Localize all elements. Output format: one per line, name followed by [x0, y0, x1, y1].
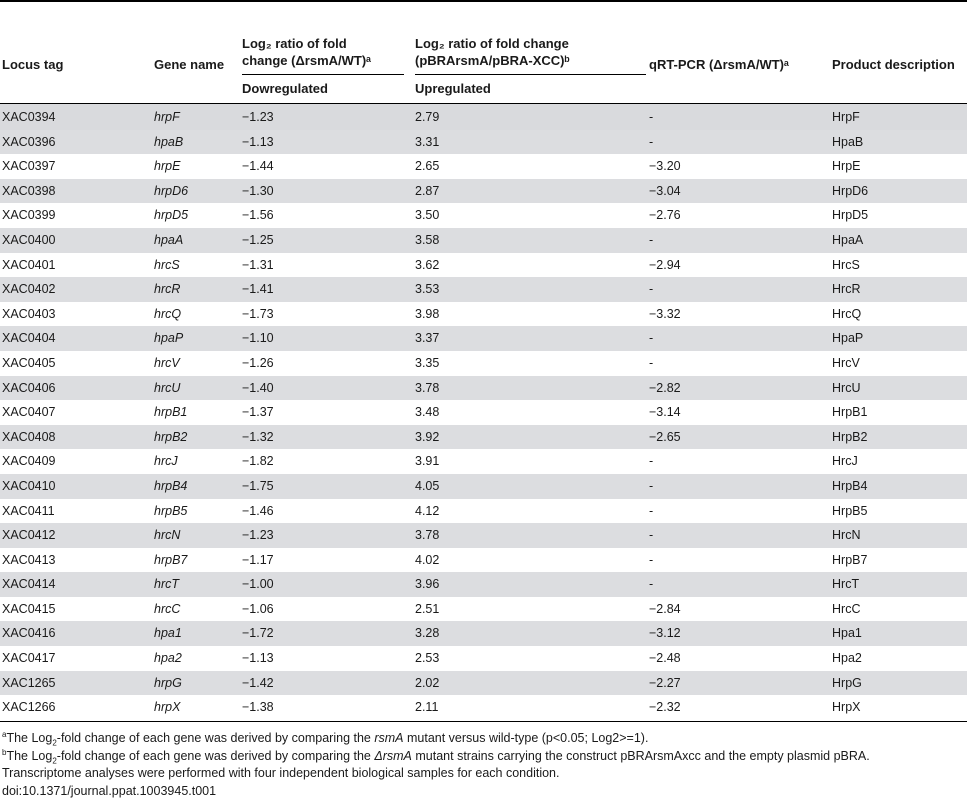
cell-locus-tag: XAC0403 — [2, 306, 56, 321]
cell-product-description: HrpB7 — [832, 552, 868, 567]
cell-gene-name: hrcT — [154, 577, 179, 592]
cell-log2-upregulated: 3.62 — [415, 257, 440, 272]
cell-log2-downregulated: −1.13 — [242, 651, 274, 666]
cell-product-description: HrpF — [832, 110, 860, 124]
table-row — [0, 621, 967, 646]
cell-qrt-pcr: - — [649, 134, 654, 149]
header-qrt-pcr: qRT-PCR (ΔrsmA/WT)ᵃ — [649, 57, 789, 72]
cell-locus-tag: XAC0401 — [2, 257, 56, 272]
cell-gene-name: hrpD6 — [154, 183, 189, 198]
cell-product-description: HrpD6 — [832, 183, 869, 198]
cell-log2-upregulated: 3.35 — [415, 355, 440, 370]
cell-gene-name: hrpB1 — [154, 405, 188, 420]
cell-log2-upregulated: 2.11 — [415, 700, 439, 715]
cell-qrt-pcr: - — [649, 454, 654, 469]
cell-qrt-pcr: −3.20 — [649, 159, 681, 174]
cell-locus-tag: XAC0405 — [2, 355, 56, 370]
cell-product-description: HrpB1 — [832, 405, 868, 420]
cell-log2-downregulated: −1.46 — [242, 503, 274, 518]
cell-log2-upregulated: 3.91 — [415, 454, 440, 469]
cell-log2-downregulated: −1.26 — [242, 355, 274, 370]
cell-product-description: HrcQ — [832, 306, 862, 321]
cell-gene-name: hpaP — [154, 331, 184, 346]
cell-log2-upregulated: 2.51 — [415, 601, 440, 616]
cell-qrt-pcr: −3.32 — [649, 306, 681, 321]
cell-gene-name: hrcC — [154, 601, 181, 616]
cell-product-description: HpaP — [832, 331, 864, 346]
cell-log2-downregulated: −1.30 — [242, 183, 274, 198]
table-row — [0, 548, 967, 573]
table-header — [0, 28, 967, 104]
table-row — [0, 400, 967, 425]
table-row — [0, 253, 967, 278]
cell-locus-tag: XAC0408 — [2, 429, 56, 444]
cell-qrt-pcr: −2.76 — [649, 208, 681, 223]
table-row — [0, 154, 967, 179]
table-row — [0, 695, 967, 720]
cell-qrt-pcr: - — [649, 577, 654, 592]
cell-log2-downregulated: −1.73 — [242, 306, 274, 321]
table-row — [0, 572, 967, 597]
cell-log2-upregulated: 3.78 — [415, 528, 440, 543]
cell-qrt-pcr: −2.84 — [649, 601, 681, 616]
table-row — [0, 203, 967, 228]
footnote-b: $^b$The Log$_2$-fold change of each gene was derived by comparing the ΔrsmA mutant strains carrying the construct pBRArsmAxcc and the empty plasmid pBRA. — [2, 747, 870, 765]
cell-gene-name: hpaA — [154, 232, 184, 247]
cell-log2-downregulated: −1.31 — [242, 257, 274, 272]
footnote-a: $^a$The Log$_2$-fold change of each gene was derived by comparing the rsmA mutant versus wild-type (p<0.05; Log2>=1). — [2, 729, 649, 748]
header-log2-pbra-line2: (pBRArsmA/pBRA-XCC)ᵇ — [415, 53, 570, 68]
cell-product-description: HrcN — [832, 528, 861, 543]
table-row — [0, 179, 967, 204]
cell-log2-upregulated: 3.92 — [415, 429, 440, 444]
table-row — [0, 326, 967, 351]
table-row — [0, 425, 967, 450]
table-row — [0, 105, 967, 130]
table-doi: doi:10.1371/journal.ppat.1003945.t001 — [2, 783, 217, 798]
cell-gene-name: hpaB — [154, 134, 184, 149]
table-row — [0, 351, 967, 376]
table-footnotes — [2, 730, 962, 800]
cell-product-description: HrpB2 — [832, 429, 868, 444]
cell-gene-name: hrpX — [154, 700, 181, 715]
cell-qrt-pcr: −3.04 — [649, 183, 681, 198]
cell-log2-downregulated: −1.23 — [242, 528, 274, 543]
cell-log2-upregulated: 3.37 — [415, 331, 440, 346]
table-row — [0, 671, 967, 696]
cell-log2-downregulated: −1.10 — [242, 331, 274, 346]
cell-locus-tag: XAC0400 — [2, 232, 56, 247]
cell-product-description: Hpa2 — [832, 651, 862, 666]
cell-locus-tag: XAC0396 — [2, 134, 56, 149]
top-rule — [0, 0, 967, 2]
cell-gene-name: hrpD5 — [154, 208, 189, 223]
cell-log2-downregulated: −1.17 — [242, 552, 274, 567]
cell-gene-name: hrpB5 — [154, 503, 188, 518]
cell-log2-upregulated: 2.79 — [415, 110, 440, 124]
cell-product-description: HrpD5 — [832, 208, 869, 223]
cell-qrt-pcr: −3.14 — [649, 405, 681, 420]
cell-locus-tag: XAC0417 — [2, 651, 56, 666]
cell-product-description: HrpB4 — [832, 478, 868, 493]
subheader-rule-left — [242, 74, 404, 75]
subheader-downregulated: Dowregulated — [242, 81, 328, 96]
cell-product-description: Hpa1 — [832, 626, 862, 641]
cell-locus-tag: XAC1266 — [2, 700, 56, 715]
table-row — [0, 376, 967, 401]
cell-log2-upregulated: 3.31 — [415, 134, 440, 149]
cell-gene-name: hrcR — [154, 282, 181, 297]
cell-log2-upregulated: 2.87 — [415, 183, 440, 198]
cell-locus-tag: XAC0414 — [2, 577, 56, 592]
cell-product-description: HrpG — [832, 675, 862, 690]
cell-product-description: HrcC — [832, 601, 861, 616]
cell-log2-downregulated: −1.82 — [242, 454, 274, 469]
cell-locus-tag: XAC0415 — [2, 601, 56, 616]
cell-log2-upregulated: 4.02 — [415, 552, 440, 567]
cell-log2-upregulated: 2.02 — [415, 675, 440, 690]
cell-product-description: HpaA — [832, 232, 864, 247]
cell-qrt-pcr: - — [649, 355, 654, 370]
cell-log2-upregulated: 3.53 — [415, 282, 440, 297]
cell-qrt-pcr: - — [649, 282, 654, 297]
cell-locus-tag: XAC0394 — [2, 110, 56, 124]
cell-log2-upregulated: 3.78 — [415, 380, 440, 395]
cell-log2-downregulated: −1.75 — [242, 478, 274, 493]
table-row — [0, 302, 967, 327]
cell-qrt-pcr: - — [649, 331, 654, 346]
cell-gene-name: hrpB7 — [154, 552, 188, 567]
cell-qrt-pcr: - — [649, 503, 654, 518]
cell-locus-tag: XAC0410 — [2, 478, 56, 493]
cell-gene-name: hrcN — [154, 528, 181, 543]
header-log2-rsma-wt-line2: change (ΔrsmA/WT)ᵃ — [242, 53, 372, 68]
cell-locus-tag: XAC0411 — [2, 503, 55, 518]
cell-gene-name: hrpB2 — [154, 429, 188, 444]
cell-qrt-pcr: - — [649, 552, 654, 567]
bottom-rule — [0, 721, 967, 722]
header-locus-tag: Locus tag — [2, 57, 64, 72]
header-log2-pbra — [415, 35, 645, 69]
cell-gene-name: hrpB4 — [154, 478, 188, 493]
cell-locus-tag: XAC0416 — [2, 626, 56, 641]
cell-locus-tag: XAC0399 — [2, 208, 56, 223]
cell-locus-tag: XAC0412 — [2, 528, 56, 543]
cell-log2-downregulated: −1.38 — [242, 700, 274, 715]
cell-log2-upregulated: 3.48 — [415, 405, 440, 420]
cell-locus-tag: XAC0413 — [2, 552, 56, 567]
cell-locus-tag: XAC0409 — [2, 454, 56, 469]
table-row — [0, 499, 967, 524]
cell-locus-tag: XAC0406 — [2, 380, 56, 395]
cell-log2-downregulated: −1.23 — [242, 110, 274, 124]
cell-log2-downregulated: −1.37 — [242, 405, 274, 420]
cell-product-description: HrpX — [832, 700, 861, 715]
cell-product-description: HrcJ — [832, 454, 858, 469]
cell-gene-name: hrcQ — [154, 306, 182, 321]
table-row — [0, 228, 967, 253]
header-log2-rsma-wt — [242, 35, 407, 69]
cell-product-description: HrcR — [832, 282, 861, 297]
cell-log2-upregulated: 4.05 — [415, 478, 440, 493]
cell-log2-downregulated: −1.56 — [242, 208, 274, 223]
subheader-upregulated: Upregulated — [415, 81, 491, 96]
cell-qrt-pcr: - — [649, 478, 654, 493]
cell-qrt-pcr: −2.48 — [649, 651, 681, 666]
cell-log2-downregulated: −1.13 — [242, 134, 274, 149]
table-row — [0, 474, 967, 499]
cell-log2-downregulated: −1.06 — [242, 601, 274, 616]
cell-log2-downregulated: −1.00 — [242, 577, 274, 592]
cell-log2-downregulated: −1.42 — [242, 675, 274, 690]
cell-log2-downregulated: −1.41 — [242, 282, 274, 297]
cell-log2-downregulated: −1.25 — [242, 232, 274, 247]
cell-log2-downregulated: −1.32 — [242, 429, 274, 444]
table-row — [0, 597, 967, 622]
cell-locus-tag: XAC0407 — [2, 405, 56, 420]
header-log2-rsma-wt-line1: Log₂ ratio of fold — [242, 36, 347, 51]
cell-log2-upregulated: 3.98 — [415, 306, 440, 321]
cell-product-description: HrcV — [832, 355, 860, 370]
cell-log2-upregulated: 3.96 — [415, 577, 440, 592]
cell-log2-downregulated: −1.72 — [242, 626, 274, 641]
cell-product-description: HrpE — [832, 159, 861, 174]
table-row — [0, 523, 967, 548]
cell-log2-upregulated: 4.12 — [415, 503, 440, 518]
subheader-rule-right — [415, 74, 646, 75]
cell-qrt-pcr: - — [649, 110, 654, 124]
table-row — [0, 277, 967, 302]
cell-locus-tag: XAC0404 — [2, 331, 56, 346]
cell-qrt-pcr: −2.27 — [649, 675, 681, 690]
cell-qrt-pcr: - — [649, 528, 654, 543]
cell-gene-name: hrcJ — [154, 454, 178, 469]
cell-locus-tag: XAC0398 — [2, 183, 56, 198]
cell-gene-name: hrpG — [154, 675, 182, 690]
cell-log2-downregulated: −1.40 — [242, 380, 274, 395]
cell-qrt-pcr: −3.12 — [649, 626, 681, 641]
cell-product-description: HrpB5 — [832, 503, 868, 518]
cell-product-description: HrcU — [832, 380, 861, 395]
cell-qrt-pcr: −2.65 — [649, 429, 681, 444]
cell-gene-name: hrcV — [154, 355, 180, 370]
cell-qrt-pcr: −2.82 — [649, 380, 681, 395]
cell-gene-name: hrcS — [154, 257, 180, 272]
table-row — [0, 130, 967, 155]
cell-locus-tag: XAC0397 — [2, 159, 56, 174]
cell-qrt-pcr: −2.32 — [649, 700, 681, 715]
table-row — [0, 449, 967, 474]
header-product-description: Product description — [832, 57, 955, 72]
cell-gene-name: hrpE — [154, 159, 181, 174]
cell-log2-upregulated: 2.53 — [415, 651, 440, 666]
cell-product-description: HrcT — [832, 577, 860, 592]
cell-log2-upregulated: 3.28 — [415, 626, 440, 641]
cell-log2-upregulated: 3.50 — [415, 208, 440, 223]
cell-log2-upregulated: 2.65 — [415, 159, 440, 174]
cell-log2-upregulated: 3.58 — [415, 232, 440, 247]
table-row — [0, 646, 967, 671]
cell-product-description: HpaB — [832, 134, 864, 149]
cell-locus-tag: XAC0402 — [2, 282, 56, 297]
cell-gene-name: hrcU — [154, 380, 181, 395]
table-body — [0, 105, 967, 720]
cell-gene-name: hpa1 — [154, 626, 182, 641]
cell-qrt-pcr: - — [649, 232, 654, 247]
header-log2-pbra-line1: Log₂ ratio of fold change — [415, 36, 569, 51]
header-gene-name: Gene name — [154, 57, 225, 72]
cell-locus-tag: XAC1265 — [2, 675, 56, 690]
cell-product-description: HrcS — [832, 257, 860, 272]
cell-gene-name: hrpF — [154, 110, 180, 124]
footnote-transcriptome: Transcriptome analyses were performed with four independent biological samples for each condition. — [2, 766, 560, 780]
cell-log2-downregulated: −1.44 — [242, 159, 274, 174]
cell-gene-name: hpa2 — [154, 651, 182, 666]
cell-qrt-pcr: −2.94 — [649, 257, 681, 272]
